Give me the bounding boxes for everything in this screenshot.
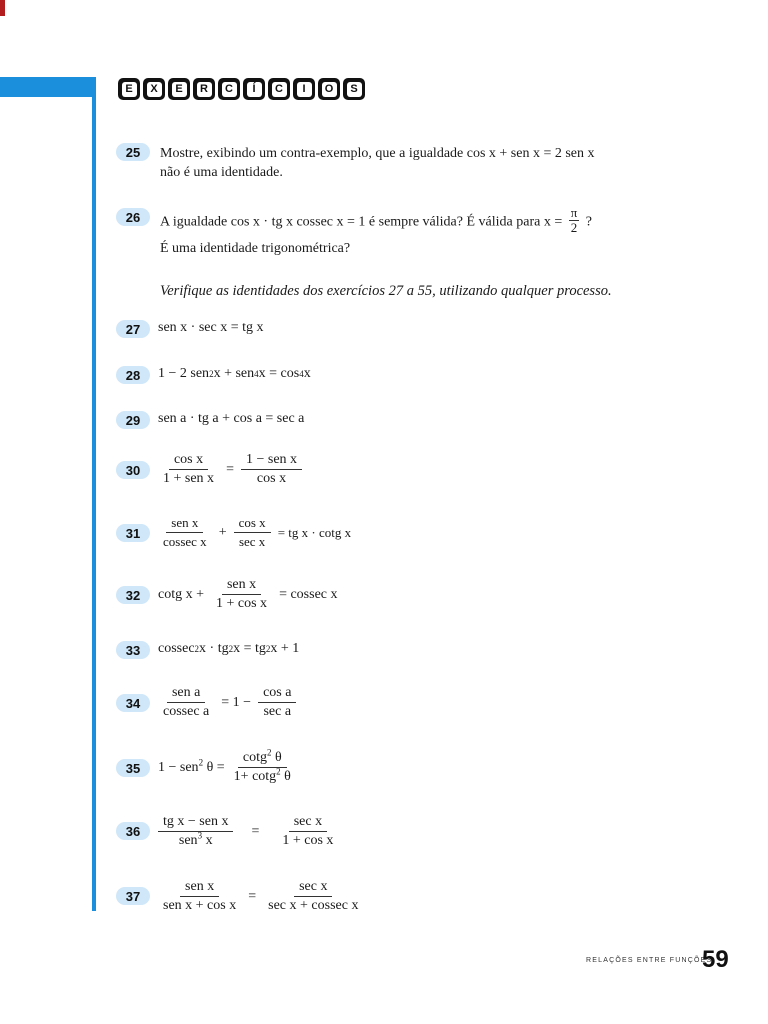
expr-part: x = cos <box>258 366 300 381</box>
numerator: cos x <box>169 452 208 470</box>
exercise-35-expression <box>158 747 296 785</box>
exercise-34-expression <box>158 685 296 720</box>
numerator <box>238 747 287 768</box>
right-hand-side: = tg x · cotg x <box>277 524 352 540</box>
denominator: sen x + cos x <box>163 898 237 913</box>
exercise-number-26: 26 <box>116 208 150 226</box>
denominator: sec x <box>238 534 266 549</box>
exercise-30-expression <box>158 452 302 487</box>
section-title <box>118 78 365 100</box>
exercise-number-33: 33 <box>116 641 150 659</box>
title-letter: C <box>272 82 287 97</box>
expr-part: 1 − 2 sen <box>158 366 210 381</box>
fraction <box>241 452 302 487</box>
numerator: sec x <box>289 814 327 832</box>
left-hand-side <box>158 756 225 776</box>
title-letter: Í <box>247 82 262 97</box>
numerator: sen x <box>180 879 219 897</box>
exercise-number-35: 35 <box>116 759 150 777</box>
fraction <box>158 452 219 487</box>
exercise-26-line1 <box>160 205 593 237</box>
chapter-label: RELAÇÕES ENTRE FUNÇÕES <box>586 957 713 964</box>
expr-part: θ = <box>203 759 225 775</box>
equals-sign: = <box>248 888 257 904</box>
pi-over-two <box>569 206 580 235</box>
corner-mark <box>0 0 5 16</box>
fraction <box>211 577 272 612</box>
page-number: 59 <box>702 946 729 973</box>
denominator: sec x + cossec x <box>268 898 359 913</box>
exponent: 2 <box>198 756 204 767</box>
fraction <box>158 685 214 720</box>
title-letter: E <box>172 82 187 97</box>
fraction <box>229 747 296 785</box>
numerator: sec x <box>294 879 332 897</box>
equals-sign: = <box>226 461 234 477</box>
accent-bar <box>0 77 92 97</box>
expr-part: x · tg <box>199 641 229 656</box>
exercise-number-27: 27 <box>116 320 150 338</box>
exercise-36-expression <box>158 814 338 849</box>
expr-part: 1 − sen <box>158 759 199 775</box>
fraction <box>234 515 271 550</box>
title-letter: E <box>122 82 137 97</box>
exponent: 2 <box>276 766 281 777</box>
exercise-25-line1: Mostre, exibindo um contra-exemplo, que a igualdade cos x + sen x = 2 sen x <box>160 146 595 161</box>
title-letter: S <box>347 82 362 97</box>
fraction <box>158 879 241 914</box>
exercise-25-line2: não é uma identidade. <box>160 165 283 180</box>
numerator: cos x <box>234 515 271 533</box>
instruction-text: Verifique as identidades dos exercícios 27 a 55, utilizando qualquer processo. <box>160 283 612 299</box>
expr-part: sen <box>178 833 198 848</box>
title-letter-box <box>293 78 315 100</box>
exercise-number-36: 36 <box>116 822 150 840</box>
title-letter-box <box>118 78 140 100</box>
accent-line <box>92 77 96 911</box>
equals-sign: = <box>251 823 260 839</box>
title-letter-box <box>193 78 215 100</box>
exercise-number-34: 34 <box>116 694 150 712</box>
title-letter: I <box>297 82 312 97</box>
numerator: sen a <box>167 685 205 703</box>
title-letter: C <box>222 82 237 97</box>
title-letter-box <box>343 78 365 100</box>
denominator <box>229 768 296 785</box>
exercise-32-expression <box>158 577 338 612</box>
equals-one-minus: = 1 − <box>221 694 252 710</box>
exponent: 3 <box>197 830 203 841</box>
plus-sign: + <box>218 524 227 540</box>
numerator: sen x <box>166 515 203 533</box>
title-letter-box <box>243 78 265 100</box>
numerator: cos a <box>258 685 296 703</box>
left-hand-side: cotg x + <box>158 586 204 602</box>
title-letter-box <box>218 78 240 100</box>
title-letter: R <box>197 82 212 97</box>
exercise-number-37: 37 <box>116 887 150 905</box>
exercise-31-expression <box>158 515 351 550</box>
numerator: 1 − sen x <box>241 452 302 470</box>
exercise-26-line2: É uma identidade trigonométrica? <box>160 241 351 256</box>
exercise-29-expression: sen a · tg a + cos a = sec a <box>158 411 305 426</box>
exercise-number-29: 29 <box>116 411 150 429</box>
expr-part: θ <box>280 769 291 784</box>
denominator <box>174 832 218 849</box>
fraction <box>263 879 363 914</box>
denominator: cossec a <box>163 704 210 719</box>
fraction <box>258 685 296 720</box>
title-letter-box <box>168 78 190 100</box>
denominator: 1 + cos x <box>282 833 334 848</box>
expr-part: 1+ cotg <box>233 769 277 784</box>
expr-part: cotg <box>242 750 267 765</box>
exercise-27-expression: sen x · sec x = tg x <box>158 320 264 335</box>
expr-part: θ <box>271 750 282 765</box>
expr-part: x = tg <box>233 641 266 656</box>
denominator: cossec x <box>163 534 207 549</box>
expr-part: cossec <box>158 641 195 656</box>
exercise-25-text <box>160 144 595 182</box>
fraction <box>277 814 338 849</box>
exercise-number-25: 25 <box>116 143 150 161</box>
title-letter-box <box>268 78 290 100</box>
exponent: 2 <box>266 747 272 758</box>
exercise-number-32: 32 <box>116 586 150 604</box>
fraction <box>158 814 233 849</box>
denominator: 1 + cos x <box>216 596 268 611</box>
fraction <box>158 515 212 550</box>
title-letter: O <box>322 82 337 97</box>
exercise-33-expression: cossec 2 x · tg 2 x = tg 2 x + 1 <box>158 641 300 656</box>
expr-part: x <box>202 833 213 848</box>
title-letter-box <box>318 78 340 100</box>
expr-part: x + 1 <box>270 641 300 656</box>
exercise-number-30: 30 <box>116 461 150 479</box>
expr-part: x <box>303 366 311 381</box>
denominator-two: 2 <box>570 220 578 235</box>
numerator: tg x − sen x <box>158 814 233 832</box>
denominator: 1 + sen x <box>163 471 215 486</box>
denominator: cos x <box>256 471 287 486</box>
exercise-number-31: 31 <box>116 524 150 542</box>
exercise-37-expression <box>158 879 363 914</box>
pi-symbol: π <box>570 205 578 220</box>
expr-part: x + sen <box>213 366 255 381</box>
exercise-26-text <box>160 205 593 258</box>
title-letter: X <box>147 82 162 97</box>
right-hand-side: = cossec x <box>279 586 338 602</box>
exercise-number-28: 28 <box>116 366 150 384</box>
exercise-26-line1-text: A igualdade cos x · tg x cossec x = 1 é sempre válida? É válida para x = <box>160 214 566 230</box>
denominator: sec a <box>263 704 292 719</box>
title-letter-box <box>143 78 165 100</box>
question-mark: ? <box>582 214 593 230</box>
exercise-28-expression: 1 − 2 sen 2 x + sen 4 x = cos 4 x <box>158 366 311 381</box>
numerator: sen x <box>222 577 261 595</box>
